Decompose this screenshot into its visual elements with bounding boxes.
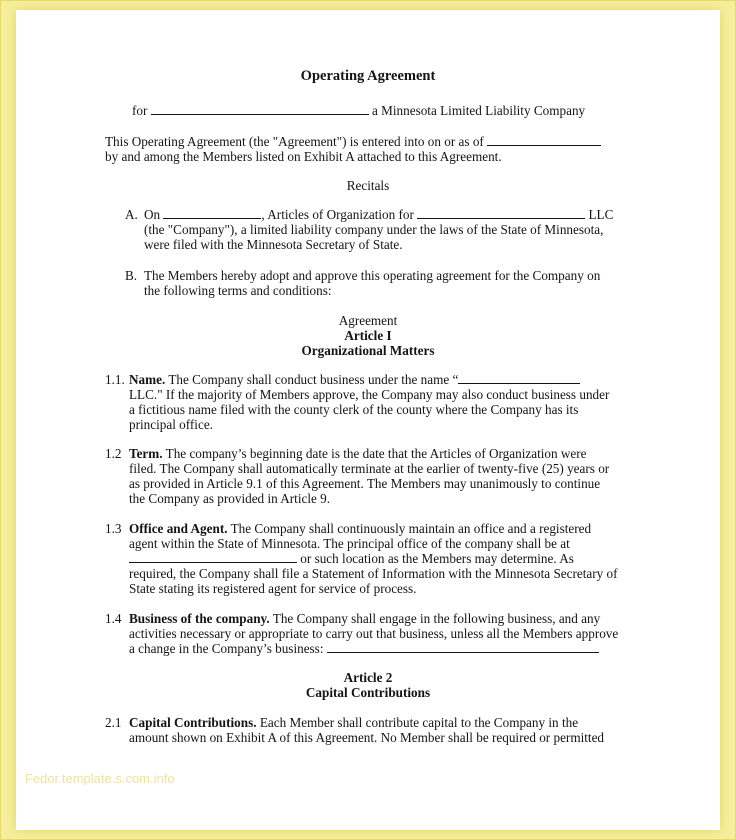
article-2-subheading: Capital Contributions — [305, 685, 431, 700]
section-1-3-title: Office and Agent. — [129, 521, 228, 536]
recital-a-line-2: (the "Company"), a limited liability company under the laws of the State of Minnesota, — [144, 222, 604, 237]
business-description-blank[interactable] — [327, 641, 599, 653]
section-1-3-line-1 — [129, 521, 591, 536]
document-page — [16, 10, 720, 830]
section-1-3-line-2: agent within the State of Minnesota. The principal office of the company shall be at — [129, 536, 570, 551]
recital-b-marker: B. — [125, 268, 138, 283]
section-1-2-text: The company’s beginning date is the date that the Articles of Organization were — [165, 446, 587, 461]
business-name-blank[interactable] — [458, 372, 580, 384]
section-1-1-line-2: LLC." If the majority of Members approve, the Company may also conduct business under — [129, 387, 610, 402]
section-1-1-line-3: a fictitious name filed with the county clerk of the county where the Company has its — [129, 402, 579, 417]
section-1-1-number: 1.1. — [105, 372, 125, 387]
section-1-3-line-4: required, the Company shall file a Statement of Information with the Minnesota Secretary of — [129, 566, 618, 581]
section-2-1-number: 2.1 — [105, 715, 122, 730]
recital-a-on: On — [144, 207, 161, 222]
section-1-3-line-5: State stating its registered agent for service of process. — [129, 581, 417, 596]
section-1-2-line-4: the Company as provided in Article 9. — [129, 491, 331, 506]
effective-date-blank[interactable] — [487, 134, 601, 146]
section-1-3-number: 1.3 — [105, 521, 122, 536]
llc-name-blank[interactable] — [417, 207, 585, 219]
section-2-1-title: Capital Contributions. — [129, 715, 257, 730]
recital-a-mid: , Articles of Organization for — [261, 207, 414, 222]
for-label: for — [132, 103, 148, 118]
articles-date-blank[interactable] — [163, 207, 261, 219]
section-1-2-title: Term. — [129, 446, 163, 461]
recital-a-line-1 — [144, 207, 613, 222]
section-2-1-line-1 — [129, 715, 578, 730]
watermark: Fedor.template.s.com.info — [25, 771, 175, 786]
recital-a-marker: A. — [125, 207, 138, 222]
section-1-2-line-3: as provided in Article 9.1 of this Agreement. The Members may unanimously to continue — [129, 476, 601, 491]
document-title: Operating Agreement — [300, 68, 436, 84]
section-1-1-title: Name. — [129, 372, 166, 387]
section-1-4-line-3 — [129, 641, 599, 656]
intro-line-1 — [105, 134, 601, 149]
section-1-4-line-3-text: a change in the Company’s business: — [129, 641, 324, 656]
recital-b-line-1: The Members hereby adopt and approve this operating agreement for the Company on — [144, 268, 601, 283]
section-1-4-text: The Company shall engage in the following business, and any — [272, 611, 601, 626]
section-1-3-line-3 — [129, 551, 574, 566]
intro-line-2: by and among the Members listed on Exhibit A attached to this Agreement. — [105, 149, 502, 164]
section-1-4-title: Business of the company. — [129, 611, 270, 626]
section-1-3-text: The Company shall continuously maintain an office and a registered — [230, 521, 592, 536]
section-1-1-line-4: principal office. — [129, 417, 213, 432]
recital-a-llc: LLC — [588, 207, 614, 222]
article-1-heading: Article I — [344, 328, 392, 343]
section-1-3-line-3-text: or such location as the Members may determine. As — [300, 551, 574, 566]
section-2-1-line-2: amount shown on Exhibit A of this Agreement. No Member shall be required or permitted — [129, 730, 605, 745]
section-1-2-line-1 — [129, 446, 587, 461]
section-1-4-number: 1.4 — [105, 611, 122, 626]
section-1-1-text: The Company shall conduct business under the name “ — [168, 372, 459, 387]
section-1-2-number: 1.2 — [105, 446, 122, 461]
section-1-2-line-2: filed. The Company shall automatically terminate at the earlier of twenty-five (25) years or — [129, 461, 610, 476]
section-1-1-line-1 — [129, 372, 580, 387]
section-2-1-text: Each Member shall contribute capital to the Company in the — [259, 715, 579, 730]
intro-text: This Operating Agreement (the "Agreement") is entered into on or as of — [105, 134, 484, 149]
article-2-heading: Article 2 — [343, 670, 393, 685]
agreement-heading: Agreement — [338, 313, 398, 328]
recital-a-line-3: were filed with the Minnesota Secretary of State. — [144, 237, 403, 252]
company-name-blank[interactable] — [151, 103, 369, 115]
article-1-subheading: Organizational Matters — [301, 343, 435, 358]
recital-b-line-2: the following terms and conditions: — [144, 283, 332, 298]
section-1-4-line-1 — [129, 611, 600, 626]
section-1-4-line-2: activities necessary or appropriate to carry out that business, unless all the Members approve — [129, 626, 619, 641]
for-suffix: a Minnesota Limited Liability Company — [371, 103, 586, 118]
principal-office-blank[interactable] — [129, 551, 297, 563]
recitals-heading: Recitals — [346, 178, 390, 193]
for-line — [132, 103, 585, 118]
